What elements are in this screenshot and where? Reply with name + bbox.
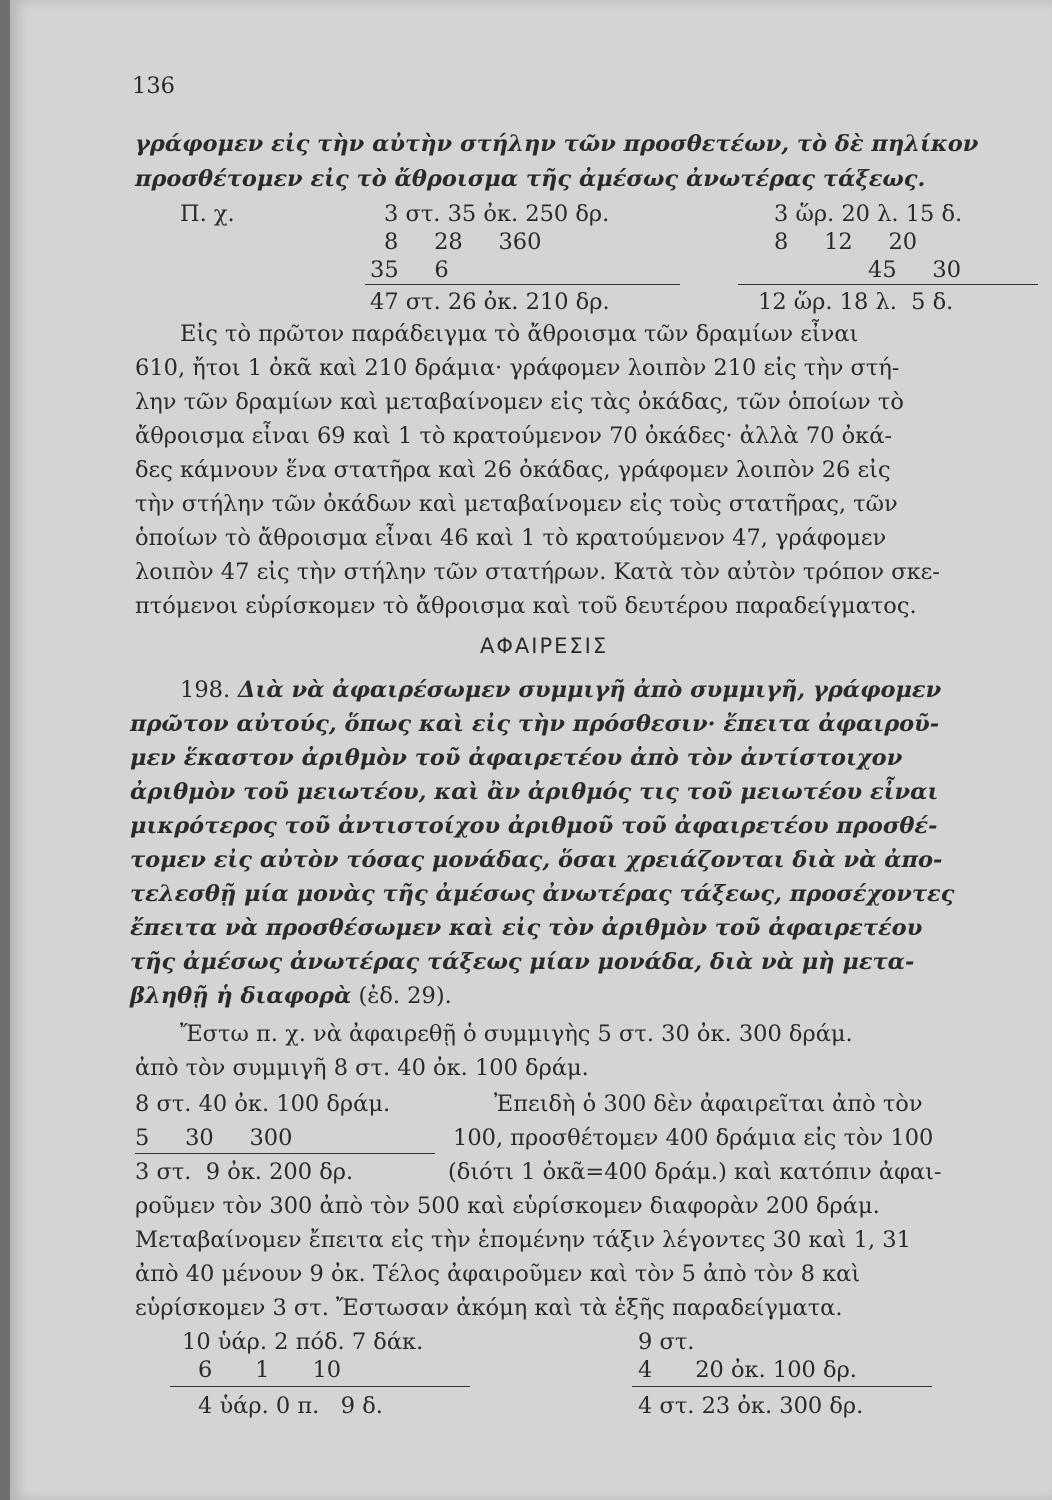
rule-line: τομεν εἰς αὐτὸν τόσας μονάδας, ὅσαι χρειάζονται διὰ νὰ ἀπο- — [130, 847, 943, 873]
sum-line — [738, 284, 1038, 285]
intro-line-1: γράφομεν εἰς τὴν αὐτὴν στήλην τῶν προσθετέων, τὸ δὲ πηλίκον — [135, 131, 979, 157]
example3-left-row: 10 ὑάρ. 2 πόδ. 7 δάκ. — [182, 1329, 424, 1355]
book-page — [10, 0, 1052, 1500]
paragraph1-line: ὁποίων τὸ ἄθροισμα εἶναι 46 καὶ 1 τὸ κρατούμενον 47, γράφομεν — [135, 525, 887, 551]
example1-right-row: 8 12 20 — [774, 229, 918, 255]
paragraph3-line: ἀπὸ 40 μένουν 9 ὀκ. Τέλος ἀφαιροῦμεν καὶ τὸν 5 ἀπὸ τὸν 8 καὶ — [135, 1261, 861, 1287]
rule-line: Διὰ νὰ ἀφαιρέσωμεν συμμιγῆ ἀπὸ συμμιγῆ, γράφομεν — [238, 677, 942, 703]
example1-label: Π. χ. — [180, 201, 235, 227]
intro-line-2: προσθέτομεν εἰς τὸ ἄθροισμα τῆς ἀμέσως ἀνωτέρας τάξεως. — [135, 166, 926, 192]
difference-line — [135, 1153, 435, 1154]
example1-left-row: 3 στ. 35 ὀκ. 250 δρ. — [384, 201, 610, 227]
example1-left-total: 47 στ. 26 ὀκ. 210 δρ. — [370, 289, 610, 315]
paragraph1-line: Εἰς τὸ πρῶτον παράδειγμα τὸ ἄθροισμα τῶν δραμίων εἶναι — [180, 321, 859, 347]
paragraph1-line: δες κάμνουν ἕνα στατῆρα καὶ 26 ὀκάδας, γράφομεν λοιπὸν 26 εἰς — [135, 457, 891, 483]
example3-left-row: 6 1 10 — [198, 1357, 342, 1383]
paragraph3-line: Μεταβαίνομεν ἔπειτα εἰς τὴν ἑπομένην τάξιν λέγοντες 30 καὶ 1, 31 — [135, 1227, 911, 1253]
side-text-line: (διότι 1 ὀκᾶ=400 δράμ.) καὶ κατόπιν ἀφαι- — [448, 1159, 942, 1185]
paragraph3-line: εὑρίσκομεν 3 στ. Ἔστωσαν ἀκόμη καὶ τὰ ἑξῆς παραδείγματα. — [135, 1295, 843, 1321]
rule-line: ἀριθμὸν τοῦ μειωτέου, καὶ ἂν ἀριθμός τις τοῦ μειωτέου εἶναι — [130, 779, 939, 805]
difference-line — [170, 1386, 470, 1387]
paragraph1-line: ἄθροισμα εἶναι 69 καὶ 1 τὸ κρατούμενον 70 ὀκάδες· ἀλλὰ 70 ὀκά- — [135, 423, 893, 449]
side-text-line: Ἐπειδὴ ὁ 300 δὲν ἀφαιρεῖται ἀπὸ τὸν — [494, 1091, 923, 1117]
rule-line: μικρότερος τοῦ ἀντιστοίχου ἀριθμοῦ τοῦ ἀφαιρετέου προσθέ- — [130, 813, 938, 839]
example1-left-row: 35 6 — [370, 257, 449, 283]
paragraph1-line: 610, ἤτοι 1 ὀκᾶ καὶ 210 δράμια· γράφομεν λοιπὸν 210 εἰς τὴν στή- — [135, 355, 900, 381]
page-number: 136 — [132, 73, 175, 99]
example3-right-result: 4 στ. 23 ὀκ. 300 δρ. — [638, 1393, 864, 1419]
rule-reference: (ἐδ. 29). — [358, 983, 452, 1009]
example1-right-total: 12 ὥρ. 18 λ. 5 δ. — [758, 289, 954, 315]
example3-right-row: 9 στ. — [638, 1329, 695, 1355]
example3-right-row: 4 20 ὀκ. 100 δρ. — [638, 1357, 857, 1383]
paragraph2-line: ἀπὸ τὸν συμμιγῆ 8 στ. 40 ὀκ. 100 δράμ. — [135, 1055, 589, 1081]
paragraph3-line: ροῦμεν τὸν 300 ἀπὸ τὸν 500 καὶ εὑρίσκομεν διαφορὰν 200 δράμ. — [135, 1193, 880, 1219]
rule-last-italic: βληθῇ ἡ διαφορὰ — [130, 983, 352, 1009]
example2-row: 8 στ. 40 ὀκ. 100 δράμ. — [135, 1091, 391, 1117]
paragraph1-line: πτόμενοι εὑρίσκομεν τὸ ἄθροισμα καὶ τοῦ δευτέρου παραδείγματος. — [135, 593, 917, 619]
section-heading: ΑΦΑΙΡΕΣΙΣ — [480, 634, 609, 658]
example2-result: 3 στ. 9 ὀκ. 200 δρ. — [135, 1159, 354, 1185]
rule-line: πρῶτον αὐτούς, ὅπως καὶ εἰς τὴν πρόσθεσιν· ἔπειτα ἀφαιροῦ- — [130, 711, 940, 737]
example1-left-row: 8 28 360 — [384, 229, 542, 255]
paragraph1-line: λοιπὸν 47 εἰς τὴν στήλην τῶν στατήρων. Κατὰ τὸν αὐτὸν τρόπον σκε- — [135, 559, 940, 585]
rule-line: ἔπειτα νὰ προσθέσωμεν καὶ εἰς τὸν ἀριθμὸν τοῦ ἀφαιρετέου — [130, 915, 923, 941]
side-text-line: 100, προσθέτομεν 400 δράμια εἰς τὸν 100 — [453, 1125, 934, 1151]
rule-line: τῆς ἀμέσως ἀνωτέρας τάξεως μίαν μονάδα, διὰ νὰ μὴ μετα- — [130, 949, 915, 975]
example1-right-row: 45 30 — [868, 257, 962, 283]
paragraph1-line: τὴν στήλην τῶν ὀκάδων καὶ μεταβαίνομεν εἰς τοὺς στατῆρας, τῶν — [135, 491, 898, 517]
rule-last-line — [130, 982, 452, 1010]
example2-row: 5 30 300 — [135, 1125, 293, 1151]
rule-line: τελεσθῇ μία μονὰς τῆς ἀμέσως ἀνωτέρας τάξεως, προσέχοντες — [130, 881, 955, 907]
section-number: 198. — [180, 677, 231, 703]
paragraph2-line: Ἔστω π. χ. νὰ ἀφαιρεθῇ ὁ συμμιγὴς 5 στ. 30 ὀκ. 300 δράμ. — [180, 1021, 853, 1047]
example1-right-row: 3 ὥρ. 20 λ. 15 δ. — [774, 201, 963, 227]
difference-line — [632, 1386, 932, 1387]
sum-line — [365, 284, 680, 285]
paragraph1-line: λην τῶν δραμίων καὶ μεταβαίνομεν εἰς τὰς ὀκάδας, τῶν ὁποίων τὸ — [135, 389, 904, 415]
example3-left-result: 4 ὑάρ. 0 π. 9 δ. — [198, 1393, 383, 1419]
rule-line: μεν ἕκαστον ἀριθμὸν τοῦ ἀφαιρετέου ἀπὸ τὸν ἀντίστοιχον — [130, 745, 903, 771]
